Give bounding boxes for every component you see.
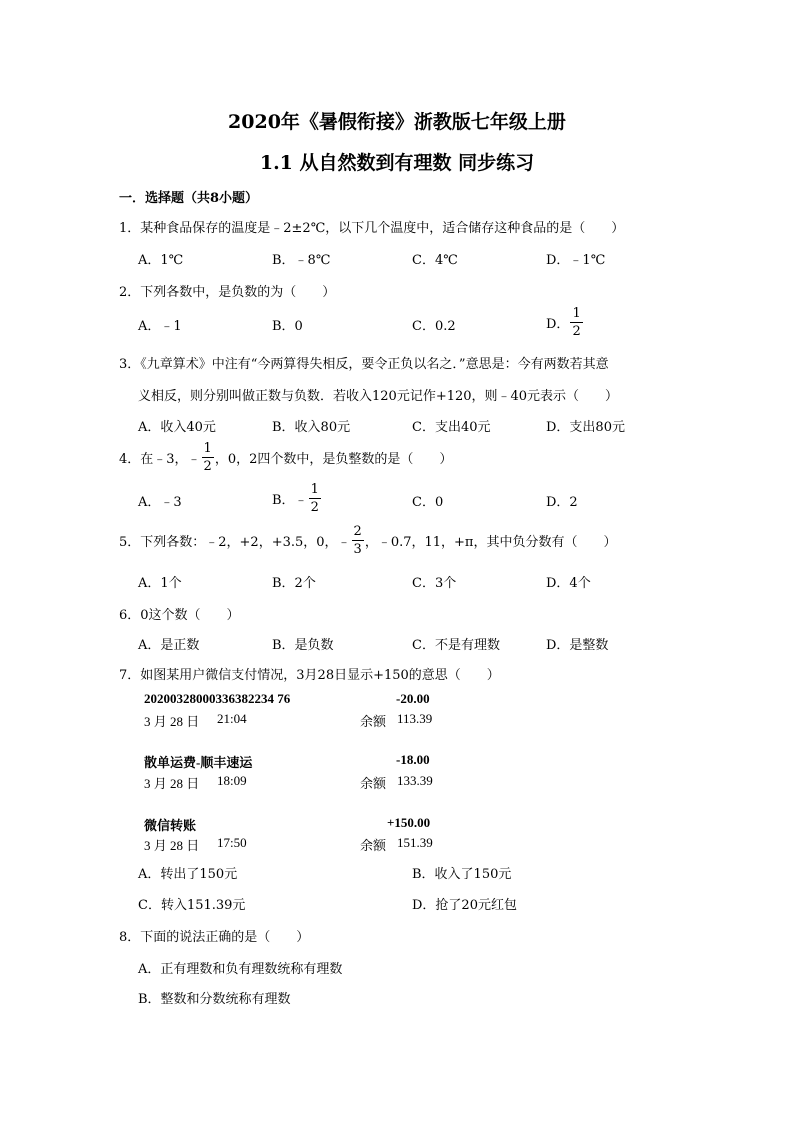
payment-1-date: 3 月 28 日 (144, 714, 200, 729)
stem-text: ，0，2四个数中，是负整数的是（ ） (214, 452, 453, 467)
question-4-option-d: D．2 (546, 495, 578, 510)
fraction (309, 483, 321, 514)
section-heading: 一．选择题（共8小题） (119, 191, 259, 206)
fraction (352, 525, 364, 556)
question-1-option-b: B．﹣8℃ (272, 253, 331, 268)
payment-2-name: 散单运费-顺丰速运 (144, 755, 253, 770)
question-3-option-c: C．支出40元 (412, 420, 491, 435)
fraction-numerator: 1 (572, 306, 581, 321)
payment-3-time: 17:50 (217, 835, 247, 850)
payment-1-time: 21:04 (217, 711, 247, 726)
fraction-denominator: 2 (203, 459, 212, 474)
fraction-numerator: 2 (353, 524, 362, 539)
question-3-option-d: D．支出80元 (546, 420, 625, 435)
question-6-option-b: B．是负数 (272, 638, 334, 653)
question-1-option-a: A．1℃ (138, 253, 184, 268)
question-7-option-d: D．抢了20元红包 (412, 898, 517, 913)
payment-2-time: 18:09 (217, 773, 247, 788)
fraction-denominator: 2 (572, 324, 581, 339)
payment-1-name: 20200328000336382234 76 (144, 691, 291, 706)
question-2-stem: 2．下列各数中，是负数的为（ ） (119, 285, 336, 300)
payment-1-balance: 113.39 (397, 711, 433, 726)
payment-2-amount: -18.00 (396, 752, 430, 767)
question-4-stem (119, 442, 452, 473)
question-6-option-d: D．是整数 (546, 638, 609, 653)
payment-3-amount: +150.00 (387, 815, 431, 830)
fraction (202, 442, 214, 473)
question-5-option-a: A．1个 (138, 576, 182, 591)
question-5-option-d: D．4个 (546, 576, 591, 591)
stem-text: ，﹣0.7，11，+π，其中负分数有（ ） (364, 535, 617, 550)
question-1-option-c: C．4℃ (412, 253, 458, 268)
payment-3-balance: 151.39 (397, 835, 433, 850)
question-3-stem-line1: 3．《九章算术》中注有“今两算得失相反，要令正负以名之．”意思是：今有两数若其意 (119, 357, 609, 372)
payment-2-date: 3 月 28 日 (144, 776, 200, 791)
fraction-numerator: 1 (203, 441, 212, 456)
question-1-option-d: D．﹣1℃ (546, 253, 606, 268)
option-b-label: B．﹣ (272, 493, 308, 508)
payment-3-date: 3 月 28 日 (144, 838, 200, 853)
question-5-option-c: C．3个 (412, 576, 457, 591)
question-1-stem: 1．某种食品保存的温度是﹣2±2℃，以下几个温度中，适合储存这种食品的是（ ） (119, 221, 625, 236)
document-subtitle: 1.1 从自然数到有理数 同步练习 (259, 152, 535, 174)
question-5-stem (119, 525, 616, 556)
stem-text: 5．下列各数：﹣2，+2，+3.5，0，﹣ (119, 535, 351, 550)
question-3-option-b: B．收入80元 (272, 420, 351, 435)
option-d-label: D． (546, 317, 570, 332)
question-8-stem: 8．下面的说法正确的是（ ） (119, 930, 310, 945)
fraction-numerator: 1 (310, 482, 319, 497)
payment-1-amount: -20.00 (396, 691, 430, 706)
question-7-option-c: C．转入151.39元 (138, 898, 246, 913)
question-7-stem: 7．如图某用户微信支付情况，3月28日显示+150的意思（ ） (119, 668, 500, 683)
question-3-option-a: A．收入40元 (138, 420, 216, 435)
question-4-option-b (272, 483, 322, 514)
payment-3-name: 微信转账 (144, 818, 197, 833)
fraction-denominator: 3 (353, 542, 362, 557)
question-7-option-a: A．转出了150元 (138, 867, 238, 882)
payment-3-balance-label: 余额 (360, 838, 387, 853)
payment-1-balance-label: 余额 (360, 714, 387, 729)
question-6-option-c: C．不是有理数 (412, 638, 500, 653)
question-8-option-a: A．正有理数和负有理数统称有理数 (138, 962, 343, 977)
fraction-denominator: 2 (310, 500, 319, 515)
question-8-option-b: B．整数和分数统称有理数 (138, 992, 291, 1007)
question-2-option-b: B．0 (272, 319, 303, 334)
question-2-option-d (546, 307, 584, 338)
payment-2-balance-label: 余额 (360, 776, 387, 791)
document-title: 2020年《暑假衔接》浙教版七年级上册 (228, 111, 566, 133)
question-6-option-a: A．是正数 (138, 638, 200, 653)
question-5-option-b: B．2个 (272, 576, 316, 591)
question-6-stem: 6．0这个数（ ） (119, 608, 240, 623)
payment-2-balance: 133.39 (397, 773, 433, 788)
question-4-option-c: C．0 (412, 495, 444, 510)
question-3-stem-line2: 义相反，则分别叫做正数与负数．若收入120元记作+120，则﹣40元表示（ ） (138, 389, 619, 404)
question-4-option-a: A．﹣3 (138, 495, 182, 510)
stem-text: 4．在﹣3，﹣ (119, 452, 201, 467)
fraction (570, 307, 582, 338)
question-2-option-c: C．0.2 (412, 319, 456, 334)
question-7-option-b: B．收入了150元 (412, 867, 512, 882)
question-2-option-a: A．﹣1 (138, 319, 182, 334)
